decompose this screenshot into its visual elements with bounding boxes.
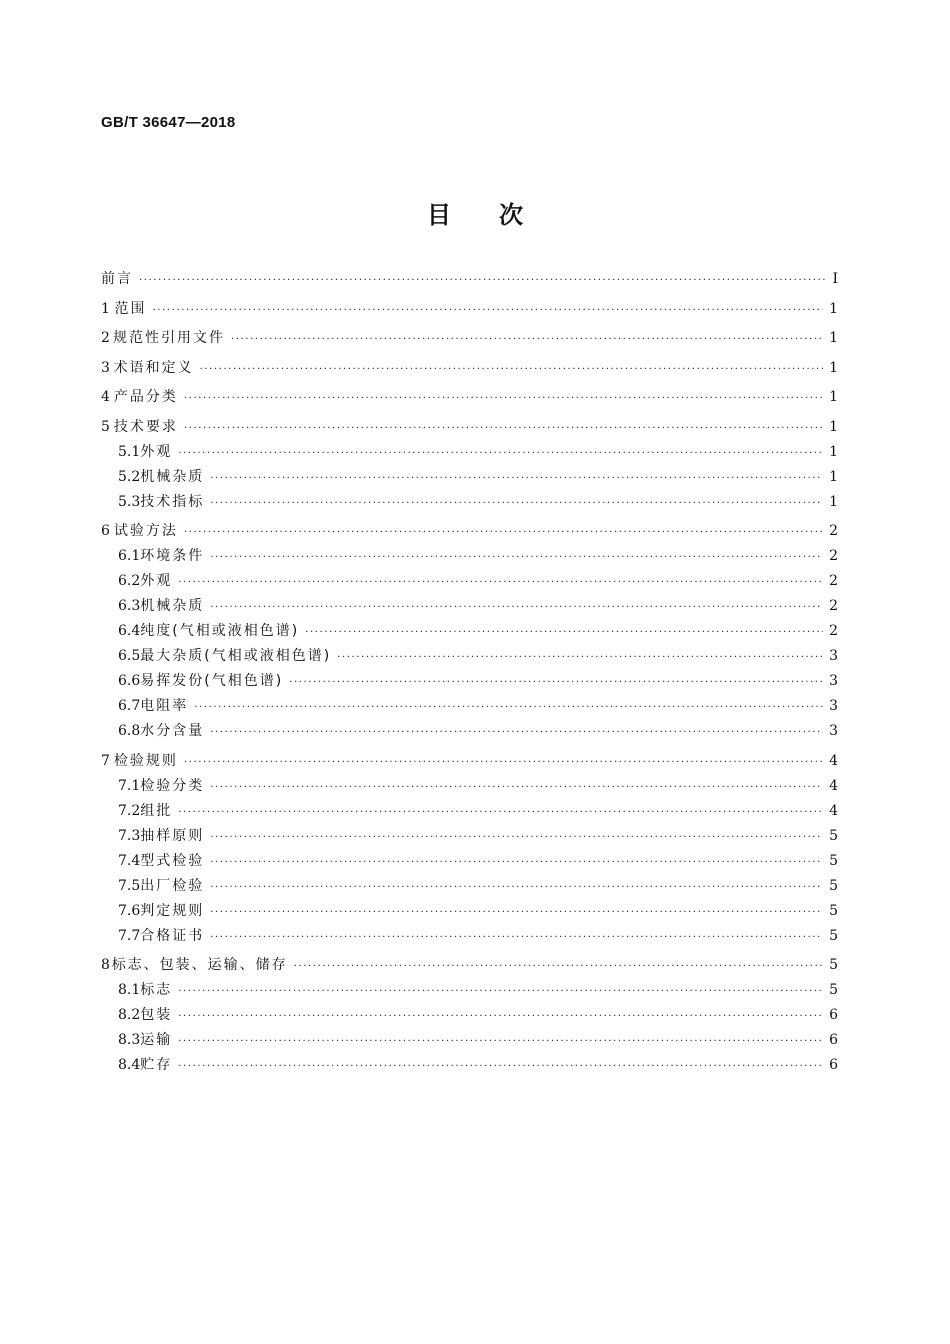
toc-entry-number: 7.5 — [118, 877, 141, 894]
toc-entry-title: 型式检验 — [140, 852, 205, 869]
toc-dot-leader — [294, 961, 823, 972]
toc-entry-number: 8 — [101, 957, 110, 973]
toc-entry-page: 5 — [829, 982, 838, 998]
toc-entry-page: 2 — [829, 573, 838, 589]
toc-entry-page: 3 — [829, 723, 838, 739]
toc-entry-title: 电阻率 — [140, 698, 189, 714]
toc-entry-title: 运输 — [140, 1032, 173, 1048]
toc-entry-page: 4 — [829, 777, 838, 794]
toc-entry-title: 易挥发份(气相色谱) — [140, 673, 284, 689]
toc-entry[interactable] — [101, 570, 838, 595]
toc-entry-number: 7.2 — [118, 802, 141, 819]
toc-entry-title: 出厂检验 — [140, 877, 205, 894]
toc-dot-leader — [153, 305, 824, 316]
toc-dot-leader — [178, 448, 823, 459]
toc-dot-leader — [178, 577, 823, 588]
toc-entry[interactable] — [101, 386, 838, 411]
toc-entry-number: 5 — [101, 418, 110, 435]
toc-dot-leader — [178, 1036, 823, 1047]
toc-entry[interactable] — [101, 800, 838, 825]
toc-entry-number: 8.4 — [118, 1057, 141, 1073]
toc-entry[interactable] — [101, 720, 838, 745]
toc-entry[interactable] — [101, 1004, 838, 1029]
toc-entry-title: 标志 — [140, 982, 173, 998]
toc-entry-number: 6.7 — [118, 698, 141, 714]
toc-entry[interactable] — [101, 850, 838, 875]
toc-entry[interactable] — [101, 416, 838, 441]
toc-dot-leader — [139, 275, 826, 286]
toc-entry-title: 外观 — [140, 573, 173, 589]
toc-dot-leader — [184, 423, 823, 434]
toc-entry[interactable] — [101, 1029, 838, 1054]
toc-entry[interactable] — [101, 545, 838, 570]
toc-dot-leader — [210, 552, 823, 563]
toc-entry-title: 技术指标 — [140, 493, 205, 510]
toc-dot-leader — [178, 1011, 823, 1022]
toc-entry-title: 纯度(气相或液相色谱) — [140, 623, 300, 639]
toc-entry[interactable] — [101, 670, 838, 695]
toc-dot-leader — [305, 627, 823, 638]
toc-entry-number: 7.1 — [118, 777, 141, 794]
toc-entry[interactable] — [101, 750, 838, 775]
toc-dot-leader — [210, 857, 823, 868]
toc-entry-page: 4 — [829, 752, 838, 769]
toc-dot-leader — [210, 473, 823, 484]
toc-dot-leader — [210, 907, 823, 918]
toc-entry-number: 5.1 — [118, 443, 141, 460]
toc-entry[interactable] — [101, 298, 838, 323]
toc-list — [101, 268, 838, 1079]
toc-entry-page: 6 — [829, 1057, 838, 1073]
toc-entry-title: 环境条件 — [140, 548, 205, 564]
toc-entry-page: 1 — [829, 418, 838, 435]
toc-entry-number: 5.2 — [118, 468, 141, 485]
toc-dot-leader — [210, 932, 823, 943]
toc-dot-leader — [200, 364, 823, 375]
toc-dot-leader — [289, 677, 823, 688]
toc-entry-page: 5 — [829, 927, 838, 944]
toc-entry-page: 3 — [829, 648, 838, 664]
toc-entry[interactable] — [101, 268, 838, 293]
toc-entry-number: 6.4 — [118, 623, 141, 639]
toc-entry-title: 组批 — [140, 802, 173, 819]
toc-entry-number: 7 — [101, 752, 110, 769]
toc-entry-page: 3 — [829, 698, 838, 714]
toc-entry-number: 6.3 — [118, 598, 141, 614]
toc-entry[interactable] — [101, 775, 838, 800]
toc-entry[interactable] — [101, 620, 838, 645]
toc-entry-title: 判定规则 — [140, 902, 205, 919]
toc-entry-title: 检验分类 — [140, 777, 205, 794]
toc-entry-page: 6 — [829, 1032, 838, 1048]
toc-entry-page: 1 — [829, 389, 838, 405]
toc-entry[interactable] — [101, 825, 838, 850]
toc-entry-title: 包装 — [140, 1007, 173, 1023]
toc-entry-page: 2 — [829, 523, 838, 539]
toc-entry-number: 7.7 — [118, 927, 141, 944]
toc-entry[interactable] — [101, 441, 838, 466]
toc-entry-number: 8.2 — [118, 1007, 141, 1023]
toc-entry-number: 6.2 — [118, 573, 141, 589]
toc-entry-page: 5 — [829, 877, 838, 894]
toc-entry-number: 7.3 — [118, 827, 141, 844]
toc-entry-number: 8.3 — [118, 1032, 141, 1048]
toc-entry-title: 水分含量 — [140, 723, 205, 739]
toc-entry-title: 标志、包装、运输、储存 — [111, 957, 288, 973]
toc-dot-leader — [210, 498, 823, 509]
toc-dot-leader — [210, 782, 823, 793]
toc-entry[interactable] — [101, 520, 838, 545]
toc-entry-page: 1 — [829, 359, 838, 376]
toc-entry-page: 5 — [829, 852, 838, 869]
toc-entry-number: 8.1 — [118, 982, 141, 998]
toc-entry[interactable] — [101, 491, 838, 516]
toc-dot-leader — [210, 832, 823, 843]
toc-entry-title: 范围 — [114, 300, 147, 317]
toc-entry-title: 合格证书 — [140, 927, 205, 944]
toc-dot-leader — [184, 393, 823, 404]
toc-entry-title: 前言 — [101, 271, 133, 287]
toc-entry[interactable] — [101, 900, 838, 925]
toc-entry-number: 1 — [101, 300, 110, 317]
toc-entry[interactable] — [101, 875, 838, 900]
toc-dot-leader — [210, 882, 823, 893]
toc-entry[interactable] — [101, 954, 838, 979]
toc-entry-page: Ⅰ — [832, 271, 838, 287]
toc-entry-number: 6.6 — [118, 673, 141, 689]
toc-entry-page: 5 — [829, 957, 838, 973]
toc-dot-leader — [210, 602, 823, 613]
toc-entry-number: 6 — [101, 523, 110, 539]
toc-entry-page: 2 — [829, 548, 838, 564]
toc-dot-leader — [231, 334, 823, 345]
toc-entry[interactable] — [101, 595, 838, 620]
toc-entry-page: 1 — [829, 493, 838, 510]
toc-entry-page: 1 — [829, 300, 838, 317]
toc-entry-title: 最大杂质(气相或液相色谱) — [140, 648, 332, 664]
toc-entry-title: 外观 — [140, 443, 173, 460]
standard-code: GB/T 36647—2018 — [101, 114, 236, 131]
toc-entry-page: 2 — [829, 598, 838, 614]
toc-dot-leader — [178, 986, 823, 997]
toc-entry-page: 5 — [829, 827, 838, 844]
toc-entry-page: 2 — [829, 623, 838, 639]
toc-dot-leader — [184, 527, 823, 538]
toc-entry-number: 6.5 — [118, 648, 141, 664]
toc-entry[interactable] — [101, 1054, 838, 1079]
toc-entry[interactable] — [101, 979, 838, 1004]
toc-dot-leader — [184, 757, 823, 768]
toc-entry-page: 5 — [829, 902, 838, 919]
toc-entry[interactable] — [101, 466, 838, 491]
toc-entry-page: 1 — [829, 330, 838, 346]
toc-dot-leader — [178, 1061, 823, 1072]
toc-entry[interactable] — [101, 357, 838, 382]
toc-dot-leader — [194, 702, 823, 713]
toc-entry[interactable] — [101, 327, 838, 352]
toc-title: 目次 — [427, 201, 571, 229]
toc-entry-page: 3 — [829, 673, 838, 689]
toc-entry-title: 试验方法 — [113, 523, 178, 539]
toc-entry-title: 抽样原则 — [140, 827, 205, 844]
toc-dot-leader — [210, 727, 823, 738]
toc-dot-leader — [178, 807, 823, 818]
toc-entry-number: 4 — [101, 389, 110, 405]
toc-entry[interactable] — [101, 925, 838, 950]
toc-entry[interactable] — [101, 645, 838, 670]
toc-entry-number: 7.4 — [118, 852, 141, 869]
toc-entry[interactable] — [101, 695, 838, 720]
toc-entry-title: 机械杂质 — [140, 598, 205, 614]
toc-entry-number: 2 — [101, 330, 110, 346]
toc-entry-number: 3 — [101, 359, 110, 376]
toc-entry-title: 机械杂质 — [140, 468, 205, 485]
toc-entry-title: 技术要求 — [113, 418, 178, 435]
toc-entry-page: 1 — [829, 443, 838, 460]
toc-entry-title: 检验规则 — [113, 752, 178, 769]
toc-entry-number: 6.8 — [118, 723, 141, 739]
toc-dot-leader — [337, 652, 823, 663]
toc-entry-page: 4 — [829, 802, 838, 819]
toc-entry-title: 产品分类 — [113, 389, 178, 405]
toc-entry-page: 6 — [829, 1007, 838, 1023]
toc-entry-number: 7.6 — [118, 902, 141, 919]
toc-entry-number: 6.1 — [118, 548, 141, 564]
toc-entry-page: 1 — [829, 468, 838, 485]
toc-entry-title: 术语和定义 — [113, 359, 194, 376]
toc-entry-title: 贮存 — [140, 1057, 173, 1073]
toc-entry-title: 规范性引用文件 — [112, 330, 225, 346]
toc-entry-number: 5.3 — [118, 493, 141, 510]
